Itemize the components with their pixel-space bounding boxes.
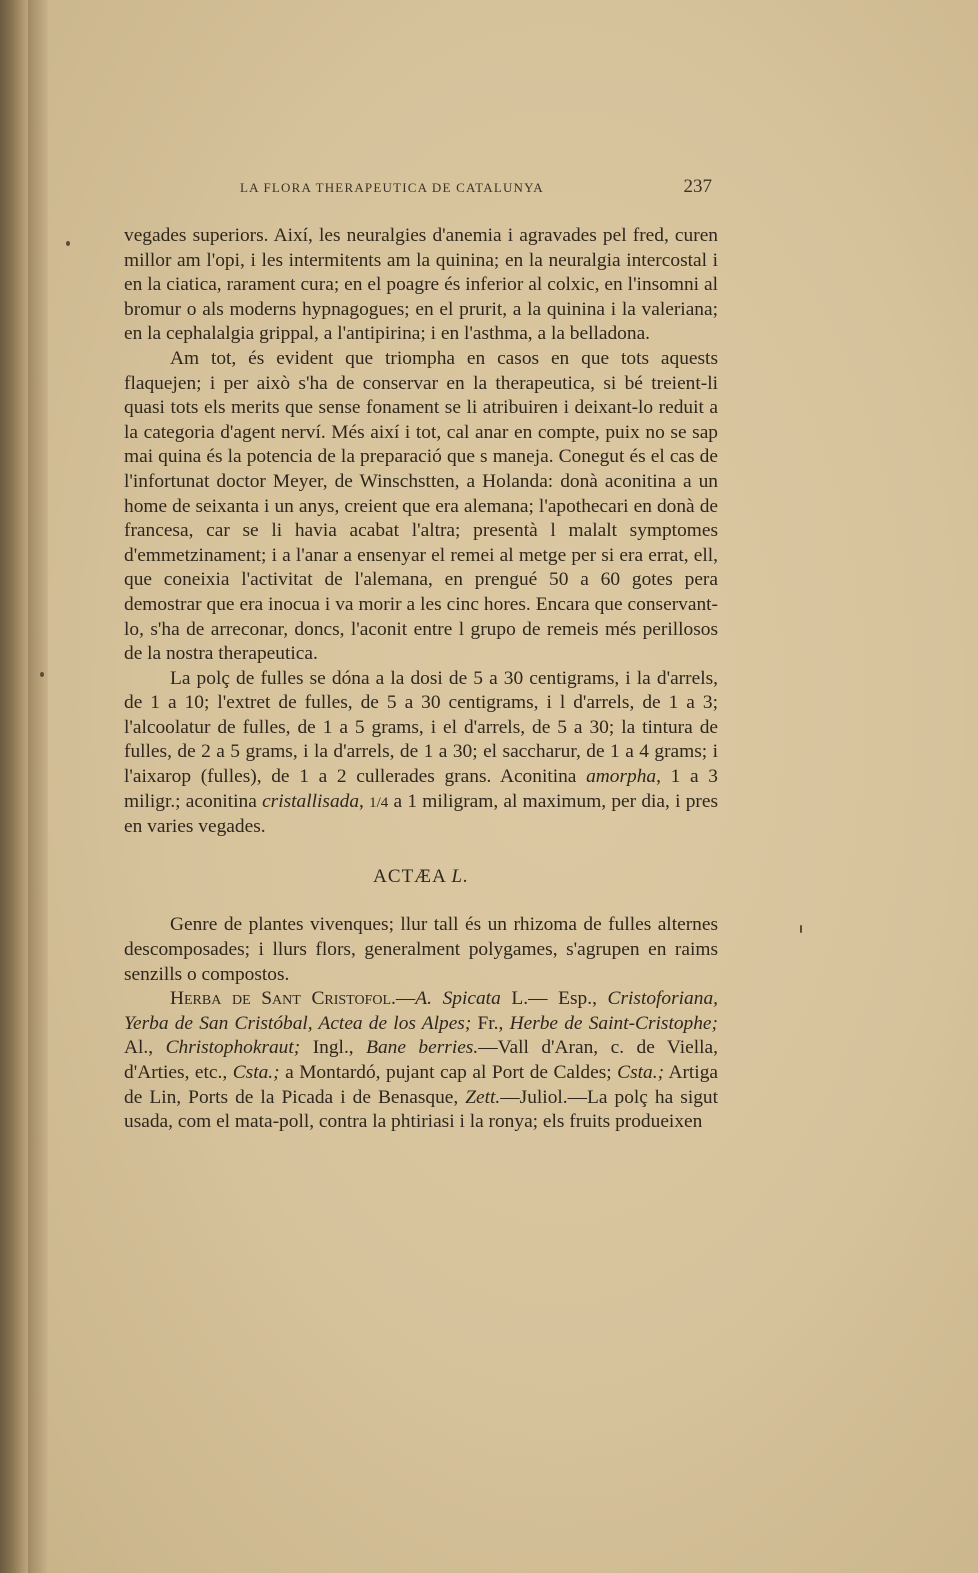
- paragraph-genus-description: Genre de plantes vivenques; llur tall és un rhizoma de fulles alternes descomposades; i llurs flors, generalment polygames, s'agrupen en raims senzills o compostos.: [124, 914, 718, 985]
- dosage-fraction: 1/4: [369, 794, 389, 811]
- species-text: Al.,: [124, 1037, 166, 1059]
- paragraph-dosage: [124, 667, 718, 840]
- species-text: a Montardó, pujant cap al Port de Caldes;: [279, 1062, 618, 1083]
- species-collector: Zett.: [465, 1086, 501, 1108]
- running-title: LA FLORA THERAPEUTICA DE CATALUNYA: [240, 180, 544, 195]
- species-common-name: Herba de Sant Cristofol.: [170, 988, 396, 1010]
- species-text: —Vall d'Aran, c. de Viella, d'Arties, etc.,: [124, 1037, 718, 1083]
- page-number: 237: [683, 176, 712, 197]
- species-text: Fr.,: [471, 1012, 510, 1034]
- dosage-amorpha: amorpha: [586, 766, 657, 788]
- dosage-text: a 1 miligram, al maximum, per dia, i pres en varies vegades.: [124, 790, 718, 838]
- species-latin-name: A. Spicata: [415, 988, 501, 1010]
- genus-authority: L.: [451, 865, 469, 887]
- margin-speck: [66, 241, 70, 246]
- body-text: [124, 224, 718, 1135]
- paragraph-species: [124, 987, 718, 1135]
- species-german-name: Christophokraut;: [165, 1037, 301, 1059]
- paragraph-continuation: vegades superiors. Així, les neuralgies d'anemia i agravades pel fred, curen millor am l'opi, i les intermitents am la quinina; en la neuralgia intercostal i en la ciatica, rarament cura; en el poagre és inferior al colxic, en l'insomni al bromur o als moderns hypnagogues; en el prurit, a la quinina i la valeriana; en la cephalalgia grippal, a l'antipirina; i en l'asthma, a la belladona.: [124, 225, 718, 345]
- margin-speck: [40, 672, 44, 677]
- running-header: [240, 176, 712, 197]
- species-text: —: [395, 988, 416, 1010]
- species-collector: Csta.;: [232, 1062, 280, 1083]
- species-spanish-names: Cristoforiana, Yerba de San Cristóbal, Actea de los Alpes;: [124, 988, 718, 1034]
- dosage-text: ,: [359, 790, 370, 812]
- paragraph-aconite-caution: Am tot, és evident que triompha en casos en que tots aquests flaquejen; i per això s'ha de conservar en la therapeutica, si bé treient-li quasi tots els merits que sense fonament se li atribuiren i deixant-lo reduit a la categoria d'agent nerví. Més així i tot, cal anar en compte, puix no se sap mai quina és la potencia de la preparació que s maneja. Conegut és el cas de l'infortunat doctor Meyer, de Winschstten, a Holanda: donà aconitina a un home de seixanta i un anys, creient que era alemana; l'apothecari en donà de francesa, car se li havia acabat l'altra; presentà l malalt symptomes d'emmetzinament; i a l'anar a ensenyar el remei al metge per si era errat, ell, que coneixia l'activitat de l'alemana, en prengué 50 a 60 gotes pera demostrar que era inocua i va morir a les cinc hores. Encara que conservant-lo, s'ha de arreconar, doncs, l'aconit entre l grupo de remeis més perillosos de la nostra therapeutica.: [124, 347, 718, 665]
- dosage-cristallisada: cristallisada: [262, 790, 360, 812]
- species-english-name: Bane berries.: [366, 1037, 479, 1059]
- species-text: L.— Esp.,: [500, 988, 608, 1010]
- genus-heading: [124, 865, 718, 890]
- genus-name: ACTÆA: [373, 865, 446, 887]
- dosage-text: , 1 a 3 miligr.; aconitina: [124, 766, 718, 812]
- species-text: Ingl.,: [300, 1037, 367, 1059]
- margin-speck: [800, 925, 802, 933]
- book-gutter: [28, 0, 48, 1573]
- species-french-name: Herbe de Saint-Cristophe;: [509, 1012, 718, 1034]
- dosage-text: La polç de fulles se dóna a la dosi de 5 a 30 centigrams, i la d'arrels, de 1 a 10; l'extret de fulles, de 5 a 30 centigrams, i l d'arrels, de 1 a 3; l'alcoolatur de fulles, de 1 a 5 grams, i el d'arrels, de 5 a 30; la tintura de fulles, de 2 a 5 grams, i la d'arrels, de 1 a 30; el saccharur, de 1 a 4 grams; i l'aixarop (fulles), de 1 a 2 cullerades grans. Aconitina: [124, 667, 718, 788]
- species-collector: Csta.;: [617, 1062, 665, 1083]
- species-text: —Juliol.—La polç ha sigut usada, com el mata-poll, contra la phtiriasi i la ronya; els fruits produeixen: [124, 1086, 718, 1133]
- species-text: Artiga de Lin, Ports de la Picada i de Benasque,: [124, 1062, 718, 1108]
